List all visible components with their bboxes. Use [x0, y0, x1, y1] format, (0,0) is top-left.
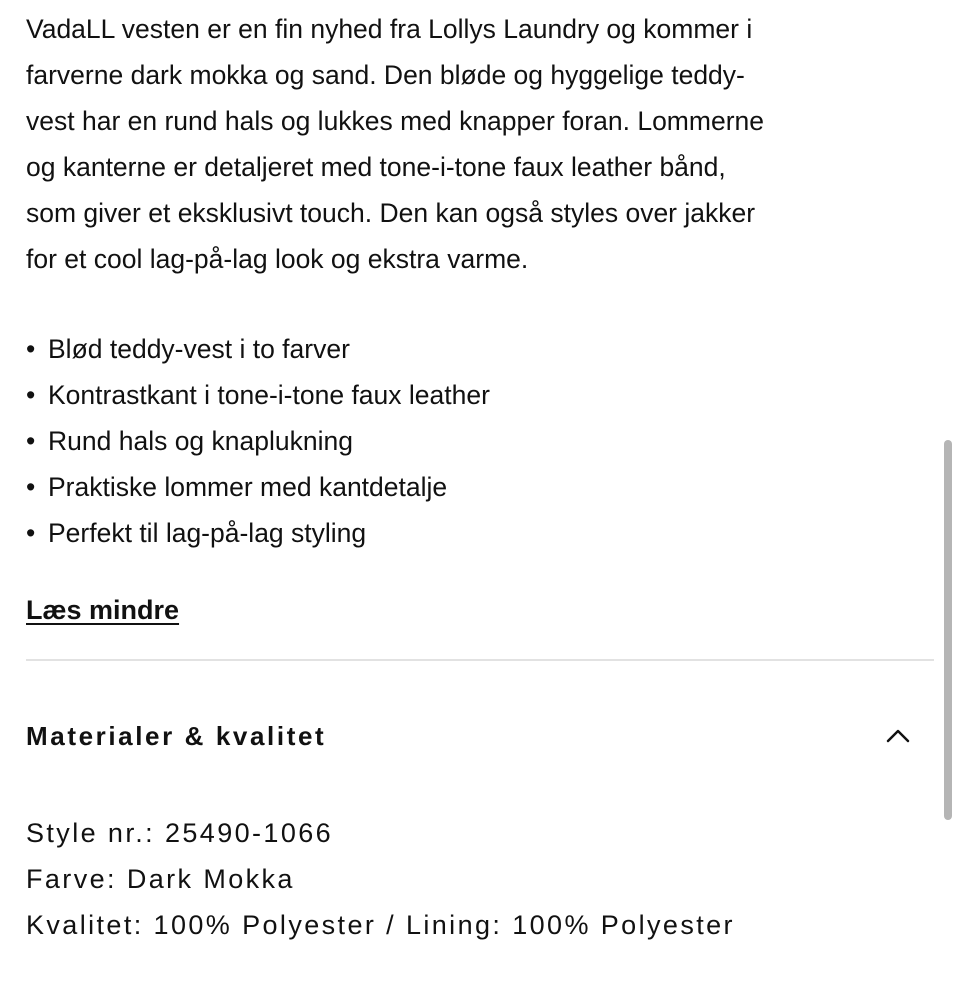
chevron-up-icon[interactable] — [884, 722, 912, 750]
feature-list-item — [26, 326, 490, 372]
feature-list-item — [26, 464, 490, 510]
scrollbar-thumb[interactable] — [944, 440, 952, 820]
materials-accordion-toggle[interactable] — [26, 712, 934, 760]
scrollbar[interactable] — [944, 0, 952, 1005]
read-less-link[interactable]: Læs mindre — [26, 588, 179, 632]
feature-text: Rund hals og knaplukning — [48, 426, 353, 456]
feature-text: Blød teddy-vest i to farver — [48, 334, 350, 364]
product-description — [26, 6, 886, 282]
description-line: vest har en rund hals og lukkes med knapper foran. Lommerne — [26, 106, 764, 136]
feature-text: Kontrastkant i tone-i-tone faux leather — [48, 380, 490, 410]
description-line: farverne dark mokka og sand. Den bløde og hyggelige teddy- — [26, 60, 745, 90]
bullet-symbol: • — [26, 518, 36, 548]
section-divider — [26, 659, 934, 661]
spec-color: Farve: Dark Mokka — [26, 864, 295, 894]
bullet-symbol: • — [26, 472, 36, 502]
description-line: for et cool lag-på-lag look og ekstra varme. — [26, 244, 529, 274]
bullet-symbol: • — [26, 334, 36, 364]
feature-list — [26, 326, 490, 556]
feature-text: Praktiske lommer med kantdetalje — [48, 472, 448, 502]
feature-list-item — [26, 418, 490, 464]
materials-title: Materialer & kvalitet — [26, 720, 327, 751]
description-line: og kanterne er detaljeret med tone-i-tone faux leather bånd, — [26, 152, 726, 182]
spec-quality: Kvalitet: 100% Polyester / Lining: 100% Polyester — [26, 910, 735, 940]
feature-list-item — [26, 510, 490, 556]
description-line: som giver et eksklusivt touch. Den kan også styles over jakker — [26, 198, 756, 228]
bullet-symbol: • — [26, 426, 36, 456]
spec-style-number: Style nr.: 25490-1066 — [26, 818, 334, 848]
feature-list-item — [26, 372, 490, 418]
description-line: VadaLL vesten er en fin nyhed fra Lollys Laundry og kommer i — [26, 14, 753, 44]
bullet-symbol: • — [26, 380, 36, 410]
materials-specs — [26, 810, 735, 948]
feature-text: Perfekt til lag-på-lag styling — [48, 518, 367, 548]
